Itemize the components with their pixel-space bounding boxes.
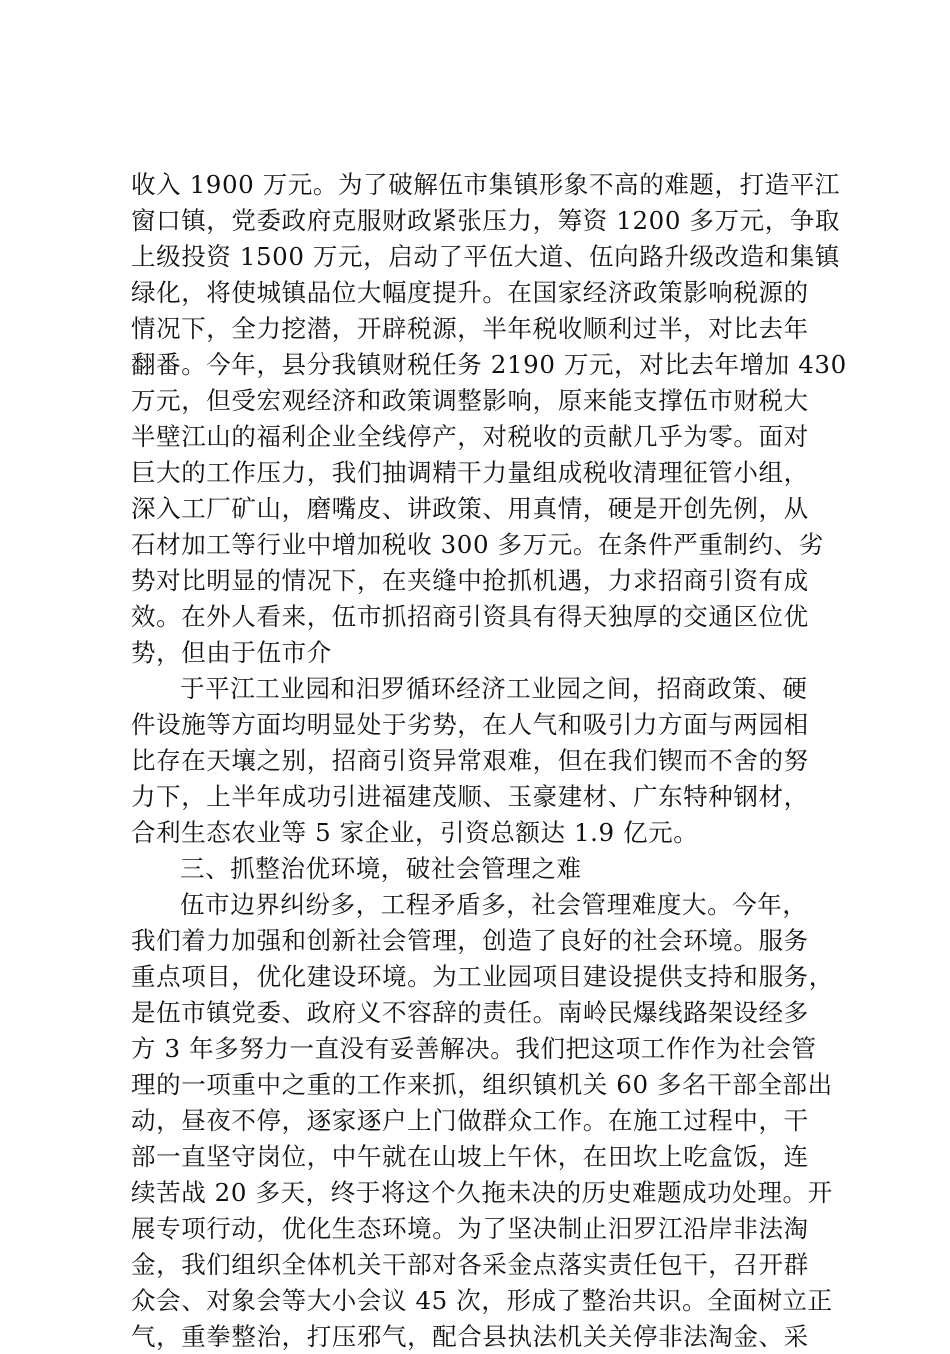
- text-line: 半壁江山的福利企业全线停产，对税收的贡献几乎为零。面对: [131, 422, 809, 451]
- text-line: 绿化，将使城镇品位大幅度提升。在国家经济政策影响税源的: [131, 278, 809, 307]
- text-line: 方 3 年多努力一直没有妥善解决。我们把这项工作作为社会管: [131, 1034, 817, 1063]
- text-line: 情况下，全力挖潜，开辟税源，半年税收顺利过半，对比去年: [131, 314, 809, 343]
- text-line: 展专项行动，优化生态环境。为了坚决制止汨罗江沿岸非法淘: [131, 1214, 809, 1243]
- text-line: 理的一项重中之重的工作来抓，组织镇机关 60 多名干部全部出: [131, 1070, 833, 1099]
- text-line: 部一直坚守岗位，中午就在山坡上午休，在田坎上吃盒饭，连: [131, 1142, 809, 1171]
- text-line: 效。在外人看来，伍市抓招商引资具有得天独厚的交通区位优: [131, 602, 809, 631]
- text-line: 势对比明显的情况下，在夹缝中抢抓机遇，力求招商引资有成: [131, 566, 809, 595]
- text-line: 翻番。今年，县分我镇财税任务 2190 万元，对比去年增加 430: [131, 350, 847, 379]
- text-line: 动，昼夜不停，逐家逐户上门做群众工作。在施工过程中，干: [131, 1106, 809, 1135]
- text-line: 收入 1900 万元。为了破解伍市集镇形象不高的难题，打造平江: [131, 170, 841, 199]
- text-line: 于平江工业园和汨罗循环经济工业园之间，招商政策、硬: [180, 674, 808, 703]
- text-line: 上级投资 1500 万元，启动了平伍大道、伍向路升级改造和集镇: [131, 242, 841, 271]
- text-line: 深入工厂矿山，磨嘴皮、讲政策、用真情，硬是开创先例，从: [131, 494, 809, 523]
- text-line: 件设施等方面均明显处于劣势，在人气和吸引力方面与两园相: [131, 710, 809, 739]
- text-line: 势，但由于伍市介: [131, 638, 332, 667]
- text-line: 气，重拳整治，打压邪气，配合县执法机关关停非法淘金、采: [131, 1322, 809, 1351]
- text-line: 重点项目，优化建设环境。为工业园项目建设提供支持和服务，: [131, 962, 834, 991]
- text-line: 石材加工等行业中增加税收 300 多万元。在条件严重制约、劣: [131, 530, 824, 559]
- text-line: 窗口镇，党委政府克服财政紧张压力，筹资 1200 多万元，争取: [131, 206, 841, 235]
- text-line: 万元，但受宏观经济和政策调整影响，原来能支撑伍市财税大: [131, 386, 809, 415]
- text-line: 巨大的工作压力，我们抽调精干力量组成税收清理征管小组，: [131, 458, 809, 487]
- text-line: 比存在天壤之别，招商引资异常艰难，但在我们锲而不舍的努: [131, 746, 809, 775]
- section-heading: 三、抓整治优环境，破社会管理之难: [180, 854, 582, 883]
- text-line: 众会、对象会等大小会议 45 次，形成了整治共识。全面树立正: [131, 1286, 833, 1315]
- text-line: 续苦战 20 多天，终于将这个久拖未决的历史难题成功处理。开: [131, 1178, 833, 1207]
- text-line: 力下，上半年成功引进福建茂顺、玉豪建材、广东特种钢材，: [131, 782, 809, 811]
- text-line: 我们着力加强和创新社会管理，创造了良好的社会环境。服务: [131, 926, 809, 955]
- text-line: 是伍市镇党委、政府义不容辞的责任。南岭民爆线路架设经多: [131, 998, 809, 1027]
- text-line: 金，我们组织全体机关干部对各采金点落实责任包干，召开群: [131, 1250, 809, 1279]
- text-line: 伍市边界纠纷多，工程矛盾多，社会管理难度大。今年，: [180, 890, 808, 919]
- text-line: 合利生态农业等 5 家企业，引资总额达 1.9 亿元。: [131, 818, 699, 847]
